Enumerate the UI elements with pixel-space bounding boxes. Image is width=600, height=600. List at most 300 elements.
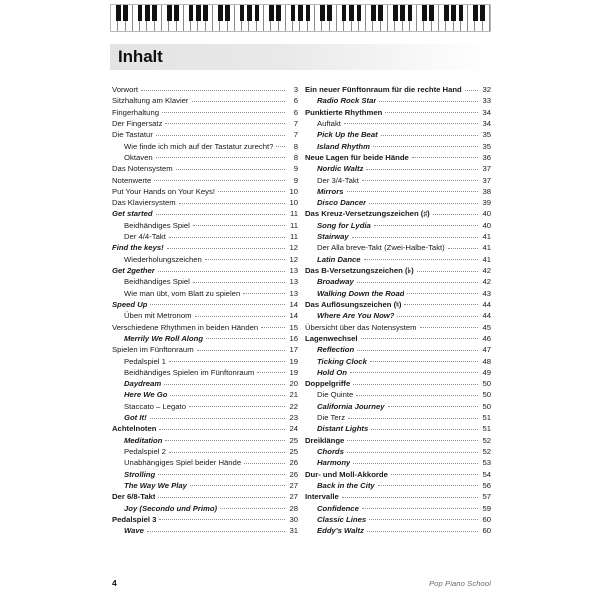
toc-entry-label: Back in the City	[317, 480, 375, 490]
toc-leader-dots	[169, 236, 285, 238]
toc-entry-page-number: 57	[482, 492, 491, 502]
toc-entry[interactable]	[305, 446, 491, 457]
toc-entry[interactable]	[305, 152, 491, 163]
toc-entry[interactable]	[305, 107, 491, 118]
toc-leader-dots	[159, 428, 284, 430]
toc-entry-page-number: 10	[289, 198, 298, 208]
toc-entry[interactable]	[305, 469, 491, 480]
toc-entry-page-number: 37	[482, 164, 491, 174]
toc-entry-label: Pedalspiel 2	[124, 447, 166, 456]
toc-entry[interactable]	[305, 265, 491, 276]
toc-entry[interactable]	[112, 480, 298, 491]
toc-leader-dots	[388, 405, 478, 407]
piano-black-key	[167, 5, 172, 21]
toc-entry-page-number: 16	[289, 333, 298, 343]
toc-entry[interactable]	[305, 389, 491, 400]
toc-entry-page-number: 44	[482, 299, 491, 309]
toc-leader-dots	[156, 156, 285, 158]
toc-entry-page-number: 50	[482, 390, 491, 400]
toc-leader-dots	[176, 168, 285, 170]
toc-entry-page-number: 28	[289, 503, 298, 513]
toc-entry-label: Vorwort	[112, 85, 139, 94]
footer-page-number: 4	[112, 578, 117, 588]
toc-leader-dots	[397, 315, 477, 317]
toc-entry[interactable]	[305, 231, 491, 242]
toc-entry-page-number: 50	[482, 379, 491, 389]
toc-entry[interactable]	[112, 220, 298, 231]
toc-entry-label: Spielen im Fünftonraum	[112, 345, 194, 355]
toc-entry-label: Beidhändiges Spiel	[124, 277, 190, 287]
toc-leader-dots	[362, 179, 478, 181]
toc-entry-page-number: 52	[482, 447, 491, 456]
toc-entry-label: Find the keys!	[112, 243, 164, 253]
toc-entry[interactable]	[305, 310, 491, 321]
toc-entry-page-number: 40	[482, 209, 491, 219]
toc-leader-dots	[347, 439, 477, 441]
toc-leader-dots	[195, 315, 285, 317]
toc-leader-dots	[347, 451, 478, 453]
toc-entry-label: Nordic Waltz	[317, 164, 364, 174]
toc-entry-page-number: 49	[482, 367, 491, 377]
toc-entry-label: Das Klaviersystem	[112, 198, 176, 208]
toc-leader-dots	[169, 451, 285, 453]
piano-black-key	[218, 5, 223, 21]
toc-leader-dots	[158, 496, 284, 498]
toc-leader-dots	[150, 303, 284, 305]
toc-entry[interactable]	[305, 276, 491, 287]
toc-entry-page-number: 13	[289, 277, 298, 287]
toc-entry-label: Mirrors	[317, 186, 344, 196]
toc-entry-page-number: 50	[482, 401, 491, 411]
toc-entry-page-number: 53	[482, 458, 491, 468]
piano-black-key	[306, 5, 311, 21]
toc-entry[interactable]	[112, 412, 298, 423]
piano-black-key	[451, 5, 456, 21]
piano-black-key	[203, 5, 208, 21]
toc-entry[interactable]	[112, 186, 298, 197]
toc-entry[interactable]	[112, 231, 298, 242]
toc-entry-label: Harmony	[317, 458, 351, 468]
page-title: Inhalt	[118, 47, 163, 66]
toc-entry[interactable]	[305, 288, 491, 299]
toc-entry[interactable]	[305, 378, 491, 389]
toc-entry-label: The Way We Play	[124, 480, 187, 490]
toc-leader-dots	[164, 383, 284, 385]
toc-entry-label: Daydream	[124, 379, 162, 389]
toc-entry[interactable]	[305, 333, 491, 344]
toc-entry[interactable]	[305, 163, 491, 174]
toc-entry-page-number: 23	[289, 413, 298, 423]
toc-leader-dots	[156, 213, 285, 215]
toc-entry[interactable]	[112, 378, 298, 389]
toc-entry[interactable]	[112, 322, 298, 333]
toc-leader-dots	[158, 270, 285, 272]
toc-entry-page-number: 30	[289, 514, 298, 524]
toc-entry-label: Das Kreuz-Versetzungszeichen (♯)	[305, 209, 430, 219]
toc-entry-page-number: 46	[482, 333, 491, 343]
piano-black-key	[152, 5, 157, 21]
toc-entry-page-number: 9	[293, 164, 298, 174]
toc-entry-page-number: 40	[482, 220, 491, 230]
toc-entry-label: Where Are You Now?	[317, 311, 395, 321]
toc-entry-label: Ticking Clock	[317, 356, 367, 366]
piano-black-key	[189, 5, 194, 21]
toc-column-left	[112, 84, 298, 537]
toc-entry-page-number: 44	[482, 311, 491, 321]
toc-entry-label: Confidence	[317, 503, 359, 513]
toc-entry[interactable]	[112, 129, 298, 140]
piano-black-key	[196, 5, 201, 21]
piano-black-key	[378, 5, 383, 21]
toc-entry[interactable]	[305, 356, 491, 367]
toc-entry-page-number: 32	[482, 85, 491, 94]
toc-entry-page-number: 22	[289, 401, 298, 411]
piano-black-key	[174, 5, 179, 21]
toc-entry-page-number: 19	[289, 367, 298, 377]
title-background-band	[110, 44, 491, 70]
toc-entry-label: Unabhängiges Spiel beider Hände	[124, 458, 242, 468]
toc-leader-dots	[179, 202, 285, 204]
toc-entry[interactable]	[305, 525, 491, 536]
piano-keyboard-banner	[110, 4, 491, 32]
toc-leader-dots	[165, 439, 284, 441]
toc-entry-label: Wie finde ich mich auf der Tastatur zurecht?	[124, 141, 274, 151]
toc-entry-label: Punktierte Rhythmen	[305, 107, 383, 117]
toc-leader-dots	[357, 281, 478, 283]
toc-leader-dots	[391, 473, 478, 475]
piano-black-key	[422, 5, 427, 21]
toc-entry-label: Üben mit Metronom	[124, 311, 192, 321]
toc-leader-dots	[371, 428, 477, 430]
keyboard-keys	[111, 5, 490, 31]
toc-entry-page-number: 41	[482, 254, 491, 264]
toc-entry-page-number: 11	[290, 220, 298, 230]
toc-entry[interactable]	[112, 208, 298, 219]
toc-leader-dots	[350, 371, 478, 373]
toc-entry[interactable]	[112, 423, 298, 434]
toc-entry-page-number: 45	[482, 322, 491, 332]
toc-entry-label: Pick Up the Beat	[317, 130, 378, 140]
toc-leader-dots	[465, 89, 478, 91]
toc-leader-dots	[448, 247, 478, 249]
toc-entry-page-number: 6	[293, 107, 298, 117]
toc-leader-dots	[361, 337, 478, 339]
toc-entry-page-number: 14	[289, 299, 298, 309]
toc-entry-page-number: 15	[289, 322, 298, 332]
toc-entry[interactable]	[305, 129, 491, 140]
toc-entry-page-number: 60	[482, 526, 491, 536]
toc-entry-page-number: 24	[289, 424, 298, 434]
toc-leader-dots	[369, 518, 477, 520]
toc-entry-label: Distant Lights	[317, 424, 369, 434]
toc-entry-label: Notenwerte	[112, 175, 152, 185]
toc-leader-dots	[192, 100, 285, 102]
toc-entry[interactable]	[112, 107, 298, 118]
toc-entry-page-number: 41	[482, 243, 491, 253]
toc-entry[interactable]	[305, 514, 491, 525]
piano-black-key	[138, 5, 143, 21]
toc-entry[interactable]	[305, 118, 491, 129]
piano-black-key	[116, 5, 121, 21]
piano-black-key	[247, 5, 252, 21]
toc-entry-label: Stairway	[317, 232, 349, 242]
toc-leader-dots	[385, 111, 477, 113]
toc-entry-page-number: 26	[289, 458, 298, 468]
toc-entry[interactable]	[112, 276, 298, 287]
toc-entry-page-number: 51	[482, 424, 491, 434]
toc-leader-dots	[352, 236, 478, 238]
toc-entry-page-number: 48	[482, 356, 491, 366]
toc-entry-page-number: 11	[290, 232, 298, 242]
toc-entry[interactable]	[305, 242, 491, 253]
toc-entry-page-number: 35	[482, 130, 491, 140]
toc-entry[interactable]	[112, 333, 298, 344]
toc-entry-label: Pedalspiel 1	[124, 356, 166, 366]
toc-entry[interactable]	[112, 401, 298, 412]
toc-entry-page-number: 43	[482, 288, 491, 298]
toc-entry[interactable]	[112, 141, 298, 152]
toc-entry-label: Das Notensystem	[112, 164, 173, 174]
toc-leader-dots	[159, 518, 284, 520]
toc-leader-dots	[344, 122, 478, 124]
toc-entry[interactable]	[305, 220, 491, 231]
toc-entry-label: Auftakt	[317, 118, 341, 128]
toc-leader-dots	[420, 326, 478, 328]
toc-entry-page-number: 13	[289, 288, 298, 298]
toc-entry-page-number: 42	[482, 266, 491, 275]
piano-black-key	[342, 5, 347, 21]
toc-entry-label: Get started	[112, 209, 153, 219]
toc-entry[interactable]	[112, 446, 298, 457]
toc-entry[interactable]	[305, 423, 491, 434]
toc-entry[interactable]	[112, 514, 298, 525]
toc-entry[interactable]	[112, 265, 298, 276]
toc-entry-label: Speed Up	[112, 299, 148, 309]
toc-entry-page-number: 41	[482, 232, 491, 242]
toc-leader-dots	[190, 484, 285, 486]
toc-entry[interactable]	[112, 95, 298, 106]
toc-entry-page-number: 47	[482, 345, 491, 355]
toc-entry-page-number: 12	[289, 243, 298, 253]
toc-entry-label: Beidhändiges Spiel	[124, 220, 190, 230]
toc-entry-page-number: 3	[293, 85, 298, 94]
toc-entry-page-number: 36	[482, 152, 491, 162]
toc-entry-page-number: 27	[289, 492, 298, 502]
toc-leader-dots	[193, 224, 285, 226]
toc-entry[interactable]	[305, 491, 491, 502]
toc-entry[interactable]	[112, 84, 298, 95]
toc-entry[interactable]	[112, 525, 298, 536]
toc-entry-label: Sitzhaltung am Klavier	[112, 96, 189, 106]
toc-entry[interactable]	[112, 356, 298, 367]
toc-entry[interactable]	[305, 95, 491, 106]
toc-entry[interactable]	[112, 118, 298, 129]
piano-black-key	[393, 5, 398, 21]
toc-entry[interactable]	[305, 503, 491, 514]
toc-entry[interactable]	[112, 242, 298, 253]
toc-entry-page-number: 35	[482, 141, 491, 151]
toc-leader-dots	[170, 394, 284, 396]
toc-entry[interactable]	[305, 367, 491, 378]
toc-entry[interactable]	[112, 197, 298, 208]
piano-black-key	[371, 5, 376, 21]
toc-leader-dots	[244, 462, 284, 464]
toc-entry-page-number: 59	[482, 503, 491, 513]
toc-entry-page-number: 14	[289, 311, 298, 321]
piano-black-key	[444, 5, 449, 21]
toc-leader-dots	[147, 530, 285, 532]
toc-entry[interactable]	[112, 503, 298, 514]
toc-entry-label: Eddy's Waltz	[317, 526, 364, 536]
toc-leader-dots	[348, 417, 477, 419]
toc-leader-dots	[366, 168, 477, 170]
piano-black-key	[400, 5, 405, 21]
toc-entry[interactable]	[305, 254, 491, 265]
toc-leader-dots	[417, 270, 478, 272]
toc-entry-page-number: 33	[482, 96, 491, 106]
piano-black-key	[349, 5, 354, 21]
toc-entry[interactable]	[112, 254, 298, 265]
toc-entry-label: Here We Go	[124, 390, 168, 400]
piano-black-key	[298, 5, 303, 21]
toc-entry-label: Broadway	[317, 277, 354, 287]
piano-black-key	[225, 5, 230, 21]
toc-entry-page-number: 54	[482, 469, 491, 479]
toc-entry-label: Merrily We Roll Along	[124, 333, 204, 343]
toc-leader-dots	[162, 111, 284, 113]
toc-entry-label: Classic Lines	[317, 514, 367, 524]
toc-entry-page-number: 56	[482, 480, 491, 490]
toc-entry[interactable]	[305, 141, 491, 152]
toc-entry[interactable]	[305, 186, 491, 197]
piano-black-key	[473, 5, 478, 21]
toc-entry-label: Das B-Versetzungszeichen (♭)	[305, 266, 414, 275]
toc-leader-dots	[205, 258, 285, 260]
toc-entry-page-number: 25	[289, 435, 298, 445]
toc-leader-dots	[404, 303, 477, 305]
toc-entry[interactable]	[305, 84, 491, 95]
toc-leader-dots	[243, 292, 284, 294]
toc-leader-dots	[276, 145, 284, 147]
toc-entry-label: Neue Lagen für beide Hände	[305, 152, 409, 162]
toc-entry[interactable]	[112, 299, 298, 310]
toc-entry-label: Disco Dancer	[317, 198, 367, 208]
toc-leader-dots	[374, 224, 478, 226]
toc-entry-label: Wie man übt, vom Blatt zu spielen	[124, 288, 241, 298]
piano-black-key	[291, 5, 296, 21]
toc-entry-page-number: 21	[289, 390, 298, 400]
toc-entry-label: Die Tastatur	[112, 130, 153, 140]
toc-entry-page-number: 34	[482, 118, 491, 128]
toc-entry-page-number: 27	[289, 480, 298, 490]
toc-leader-dots	[412, 156, 478, 158]
toc-entry[interactable]	[305, 175, 491, 186]
toc-entry[interactable]	[112, 163, 298, 174]
piano-black-key	[145, 5, 150, 21]
toc-entry-page-number: 25	[289, 447, 298, 456]
toc-entry[interactable]	[305, 412, 491, 423]
toc-entry-label: Latin Dance	[317, 254, 361, 264]
toc-entry-label: Der Alla breve-Takt (Zwei-Halbe-Takt)	[317, 243, 445, 253]
toc-leader-dots	[218, 190, 284, 192]
toc-entry[interactable]	[305, 401, 491, 412]
toc-entry-label: Got It!	[124, 413, 147, 423]
toc-entry-label: Reflection	[317, 345, 355, 355]
toc-entry-label: Dur- und Moll-Akkorde	[305, 469, 388, 479]
toc-entry[interactable]	[305, 435, 491, 446]
piano-black-key	[269, 5, 274, 21]
toc-leader-dots	[167, 247, 285, 249]
toc-entry[interactable]	[305, 197, 491, 208]
toc-entry-label: Put Your Hands on Your Keys!	[112, 186, 216, 196]
toc-entry[interactable]	[305, 208, 491, 219]
toc-leader-dots	[367, 530, 478, 532]
toc-entry-page-number: 38	[482, 186, 491, 196]
toc-entry[interactable]	[305, 299, 491, 310]
toc-entry-page-number: 13	[289, 266, 298, 275]
toc-leader-dots	[189, 405, 285, 407]
toc-entry-label: Get 2gether	[112, 266, 155, 275]
toc-leader-dots	[169, 360, 285, 362]
toc-entry[interactable]	[112, 288, 298, 299]
toc-entry-label: Song for Lydia	[317, 220, 371, 230]
toc-entry-label: Der 4/4-Takt	[124, 232, 166, 242]
toc-entry-label: Beidhändiges Spielen im Fünftonraum	[124, 367, 255, 377]
toc-entry-page-number: 51	[482, 413, 491, 423]
toc-entry[interactable]	[112, 367, 298, 378]
toc-entry[interactable]	[112, 310, 298, 321]
toc-entry-label: Intervalle	[305, 492, 339, 502]
toc-entry-page-number: 10	[289, 186, 298, 196]
toc-entry[interactable]	[112, 175, 298, 186]
toc-entry-page-number: 11	[290, 209, 298, 219]
toc-entry[interactable]	[112, 457, 298, 468]
toc-entry[interactable]	[305, 457, 491, 468]
toc-entry[interactable]	[112, 344, 298, 355]
toc-entry-label: Die Terz	[317, 413, 346, 423]
toc-leader-dots	[407, 292, 477, 294]
toc-leader-dots	[156, 134, 285, 136]
toc-entry-label: Der Fingersatz	[112, 118, 163, 128]
toc-leader-dots	[257, 371, 284, 373]
toc-entry-page-number: 7	[293, 130, 298, 140]
toc-entry[interactable]	[305, 322, 491, 333]
toc-entry-label: Der 6/8-Takt	[112, 492, 156, 502]
toc-entry[interactable]	[112, 152, 298, 163]
toc-entry-page-number: 31	[289, 526, 298, 536]
toc-entry-page-number: 26	[289, 469, 298, 479]
toc-entry[interactable]	[112, 491, 298, 502]
toc-entry-page-number: 37	[482, 175, 491, 185]
toc-leader-dots	[261, 326, 284, 328]
toc-leader-dots	[197, 349, 285, 351]
toc-leader-dots	[193, 281, 285, 283]
toc-entry[interactable]	[112, 469, 298, 480]
toc-entry[interactable]	[305, 344, 491, 355]
toc-leader-dots	[364, 258, 478, 260]
toc-entry-label: Walking Down the Road	[317, 288, 405, 298]
toc-entry[interactable]	[112, 435, 298, 446]
toc-entry[interactable]	[305, 480, 491, 491]
toc-leader-dots	[158, 473, 284, 475]
toc-entry-label: Die Quinte	[317, 390, 354, 400]
toc-entry-page-number: 7	[293, 118, 298, 128]
toc-entry-page-number: 34	[482, 107, 491, 117]
toc-entry-page-number: 52	[482, 435, 491, 445]
toc-leader-dots	[342, 496, 478, 498]
toc-entry[interactable]	[112, 389, 298, 400]
toc-entry-page-number: 8	[293, 152, 298, 162]
